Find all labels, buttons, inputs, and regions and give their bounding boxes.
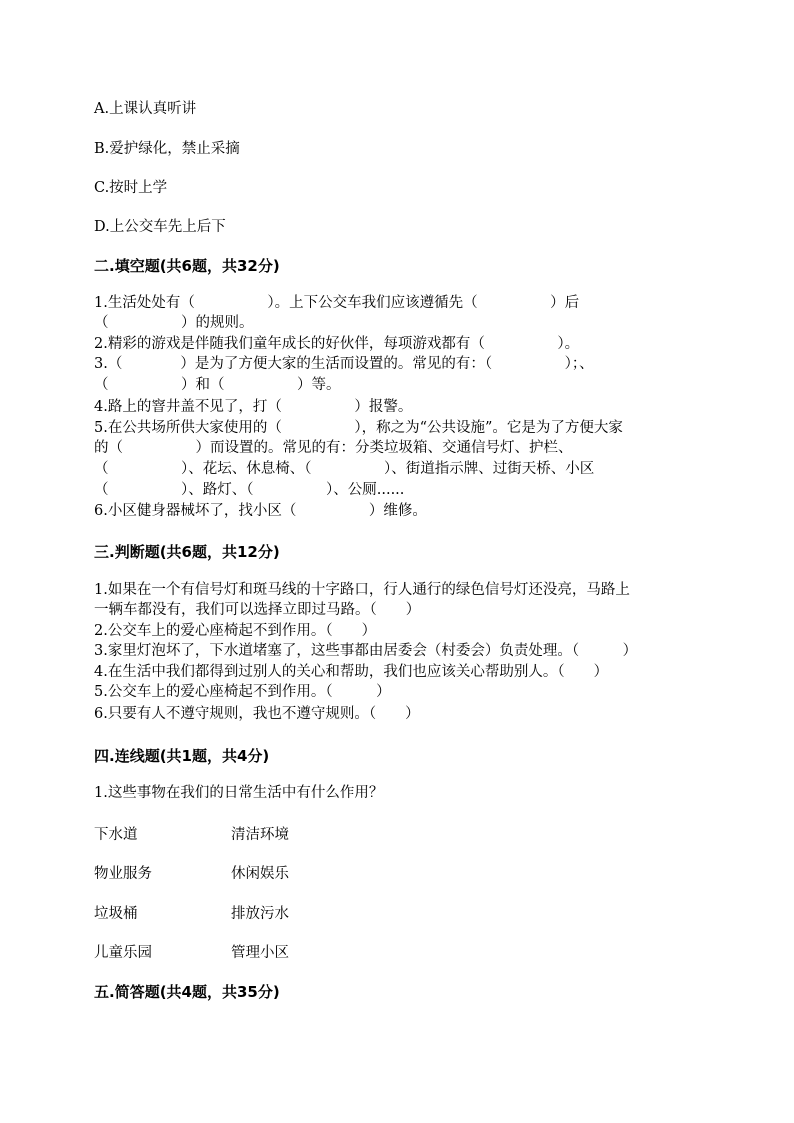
fill-blank-line: （ ）和（ ）等。	[94, 377, 341, 393]
true-false-line: 5.公交车上的爱心座椅起不到作用。（ ）	[94, 684, 391, 700]
matching-left-item: 下水道	[94, 827, 138, 843]
matching-left-item: 垃圾桶	[94, 906, 138, 922]
matching-question: 1.这些事物在我们的日常生活中有什么作用？	[94, 785, 384, 801]
section-heading-short-answer: 五.简答题(共4题，共35分)	[94, 983, 280, 1001]
section-heading-matching: 四.连线题(共1题，共4分)	[94, 747, 270, 765]
matching-left-item: 物业服务	[94, 866, 152, 882]
true-false-line: 1.如果在一个有信号灯和斑马线的十字路口，行人通行的绿色信号灯还没亮，马路上	[94, 582, 630, 598]
true-false-line: 2.公交车上的爱心座椅起不到作用。（ ）	[94, 623, 377, 639]
matching-right-item: 休闲娱乐	[231, 866, 289, 882]
fill-blank-line: 的（ ）而设置的。常见的有：分类垃圾箱、交通信号灯、护栏、	[94, 440, 573, 456]
section-heading-fill-blank: 二.填空题(共6题，共32分)	[94, 257, 280, 275]
fill-blank-line: （ ）的规则。	[94, 315, 254, 331]
matching-right-item: 管理小区	[231, 945, 289, 961]
fill-blank-line: 5.在公共场所供大家使用的（ ），称之为“公共设施”。它是为了方便大家	[94, 420, 623, 436]
option-a: A.上课认真听讲	[94, 101, 197, 117]
section-heading-true-false: 三.判断题(共6题，共12分)	[94, 543, 280, 561]
true-false-line: 4.在生活中我们都得到过别人的关心和帮助，我们也应该关心帮助别人。（ ）	[94, 664, 609, 680]
fill-blank-line: 1.生活处处有（ ）。上下公交车我们应该遵循先（ ）后	[94, 295, 580, 311]
true-false-line: 一辆车都没有，我们可以选择立即过马路。（ ）	[94, 602, 421, 618]
matching-right-item: 排放污水	[231, 906, 289, 922]
option-b: B.爱护绿化，禁止采摘	[94, 141, 240, 157]
fill-blank-line: 6.小区健身器械坏了，找小区（ ）维修。	[94, 503, 427, 519]
option-d: D.上公交车先上后下	[94, 219, 226, 235]
fill-blank-line: （ ）、路灯、（ ）、公厕......	[94, 482, 405, 498]
fill-blank-line: 2.精彩的游戏是伴随我们童年成长的好伙伴，每项游戏都有（ ）。	[94, 336, 580, 352]
fill-blank-line: （ ）、花坛、休息椅、（ ）、街道指示牌、过街天桥、小区	[94, 461, 595, 477]
true-false-line: 6.只要有人不遵守规则，我也不遵守规则。（ ）	[94, 706, 420, 722]
fill-blank-line: 3.（ ）是为了方便大家的生活而设置的。常见的有：（ ）；、	[94, 356, 594, 372]
matching-left-item: 儿童乐园	[94, 945, 152, 961]
option-c: C.按时上学	[94, 180, 168, 196]
true-false-line: 3.家里灯泡坏了，下水道堵塞了，这些事都由居委会（村委会）负责处理。（ ）	[94, 643, 638, 659]
matching-right-item: 清洁环境	[231, 827, 289, 843]
fill-blank-line: 4.路上的窨井盖不见了，打（ ）报警。	[94, 399, 413, 415]
